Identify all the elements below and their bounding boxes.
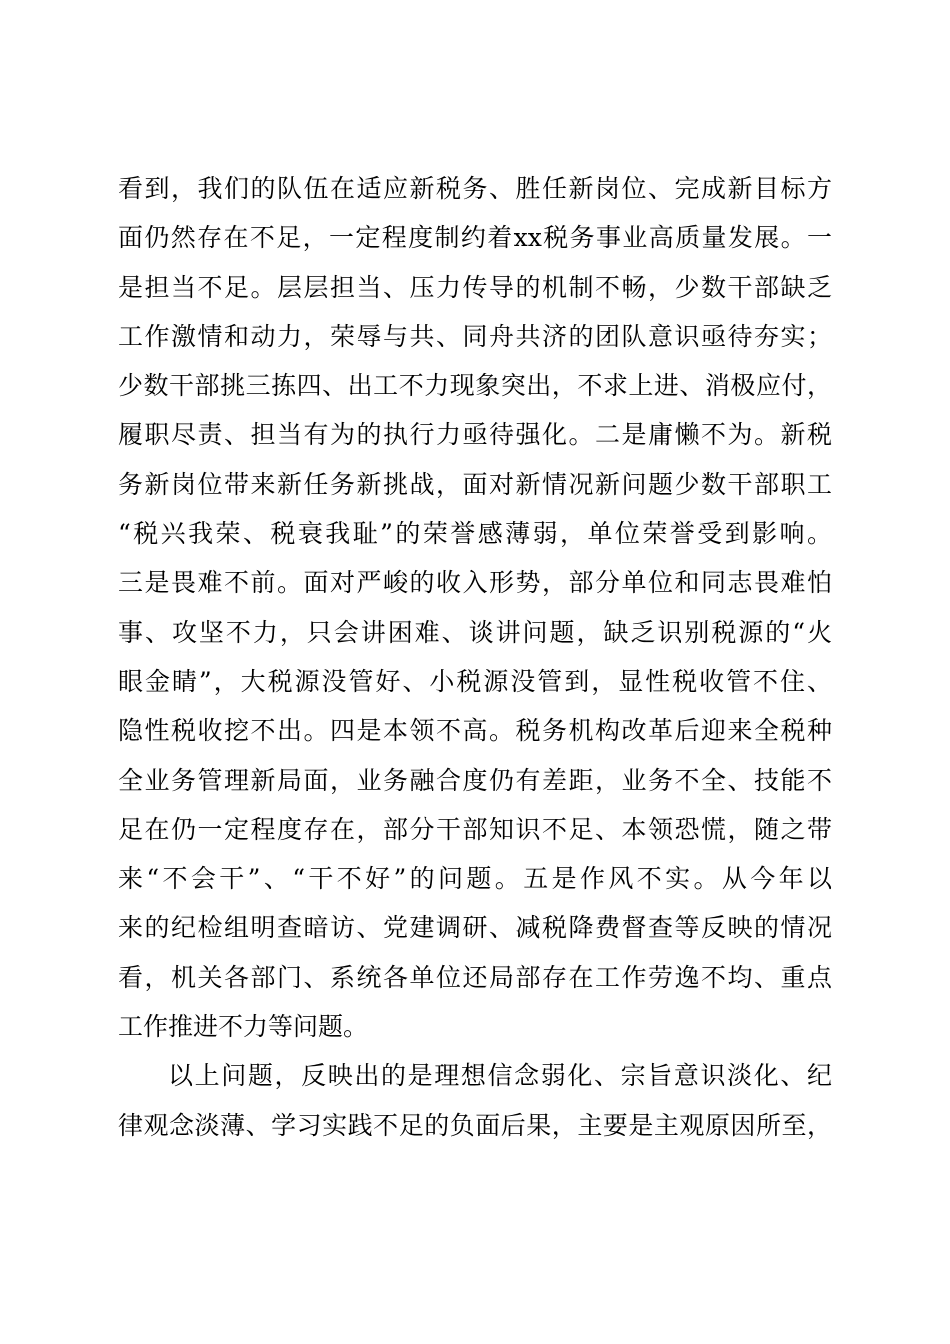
text-line: 来的纪检组明查暗访、党建调研、减税降费督查等反映的情况 (118, 913, 832, 943)
text-line: 全业务管理新局面，业务融合度仍有差距，业务不全、技能不 (118, 765, 832, 795)
text-line: 少数干部挑三拣四、出工不力现象突出，不求上进、消极应付， (118, 371, 832, 401)
text-line: 隐性税收挖不出。四是本领不高。税务机构改革后迎来全税种 (118, 716, 832, 746)
text-line: 务新岗位带来新任务新挑战，面对新情况新问题少数干部职工 (118, 469, 832, 499)
text-line: 眼金睛”，大税源没管好、小税源没管到，显性税收管不住、 (118, 666, 832, 696)
text-line-paragraph-end: 工作推进不力等问题。 (118, 1012, 369, 1042)
text-line: 是担当不足。层层担当、压力传导的机制不畅，少数干部缺乏 (118, 272, 832, 302)
text-line: 看，机关各部门、系统各单位还局部存在工作劳逸不均、重点 (118, 962, 832, 992)
text-line: 三是畏难不前。面对严峻的收入形势，部分单位和同志畏难怕 (118, 568, 832, 598)
text-line: 看到，我们的队伍在适应新税务、胜任新岗位、完成新目标方 (118, 174, 832, 203)
body-text (118, 164, 832, 1150)
text-line: 律观念淡薄、学习实践不足的负面后果，主要是主观原因所至， (118, 1110, 832, 1140)
text-line: 履职尽责、担当有为的执行力亟待强化。二是庸懒不为。新税 (118, 420, 832, 450)
text-line: 足在仍一定程度存在，部分干部知识不足、本领恐慌，随之带 (118, 814, 832, 844)
text-line: 面仍然存在不足，一定程度制约着xx税务事业高质量发展。一 (118, 223, 832, 253)
text-line-paragraph-start: 以上问题，反映出的是理想信念弱化、宗旨意识淡化、纪 (168, 1061, 832, 1091)
text-line: 事、攻坚不力，只会讲困难、谈讲问题，缺乏识别税源的“火 (118, 617, 832, 647)
text-line: 工作激情和动力，荣辱与共、同舟共济的团队意识亟待夯实； (118, 321, 832, 351)
text-line: 来“不会干”、“干不好”的问题。五是作风不实。从今年以 (118, 864, 832, 894)
text-line: “税兴我荣、税衰我耻”的荣誉感薄弱，单位荣誉受到影响。 (118, 519, 832, 549)
